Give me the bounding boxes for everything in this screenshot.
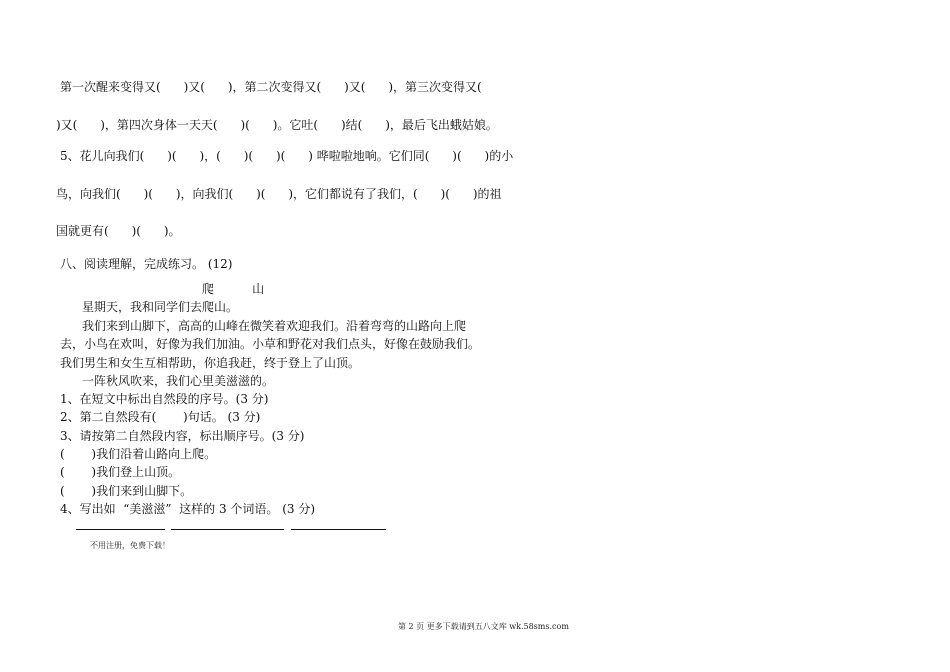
order-item-2: ( )我们登上山顶。 xyxy=(60,465,181,479)
answer-blank-2 xyxy=(171,529,284,530)
question-2: 2、第二自然段有( )句话。 (3 分) xyxy=(60,410,261,424)
question-line-2: )又( )，第四次身体一天天( )( )。它吐( )结( )，最后飞出蛾姑娘。 xyxy=(56,118,498,132)
order-item-1: ( )我们沿着山路向上爬。 xyxy=(60,447,217,461)
question-1: 1、在短文中标出自然段的序号。(3 分) xyxy=(60,392,269,406)
page-footer: 第 2 页 更多下载请到五八文库 wk.58sms.com xyxy=(398,622,569,631)
answer-blank-3 xyxy=(291,529,386,530)
question-4: 4、写出如 “美滋滋” 这样的 3 个词语。 (3 分) xyxy=(60,502,316,516)
passage-paragraph-2-line-2: 去，小鸟在欢叫，好像为我们加油。小草和野花对我们点头，好像在鼓励我们。 xyxy=(60,337,481,351)
passage-paragraph-3: 一阵秋风吹来，我们心里美滋滋的。 xyxy=(82,374,275,388)
passage-paragraph-2-line-1: 我们来到山脚下，高高的山峰在微笑着欢迎我们。沿着弯弯的山路向上爬 xyxy=(82,319,467,333)
order-item-3: ( )我们来到山脚下。 xyxy=(60,484,193,498)
passage-paragraph-1: 星期天，我和同学们去爬山。 xyxy=(82,300,239,314)
question-3: 3、请按第二自然段内容，标出顺序号。(3 分) xyxy=(60,429,305,443)
free-download-note: 不用注册，免费下载！ xyxy=(90,541,170,550)
question-5-line-2: 鸟，向我们( )( )，向我们( )( )，它们都说有了我们，( )( )的祖 xyxy=(56,187,502,201)
question-5-line-3: 国就更有( )( )。 xyxy=(56,224,181,238)
answer-blank-1 xyxy=(76,529,165,530)
passage-paragraph-2-line-3: 我们男生和女生互相帮助，你追我赶，终于登上了山顶。 xyxy=(60,356,361,370)
passage-title: 爬 山 xyxy=(202,282,265,296)
section-8-heading: 八、阅读理解，完成练习。 (12) xyxy=(60,257,233,271)
question-5-line-1: 5、花儿向我们( )( )，( )( )( ) 哗啦啦地响。它们同( )( )的小 xyxy=(60,149,514,163)
question-line-1: 第一次醒来变得又( )又( )，第二次变得又( )又( )，第三次变得又( xyxy=(60,80,482,94)
